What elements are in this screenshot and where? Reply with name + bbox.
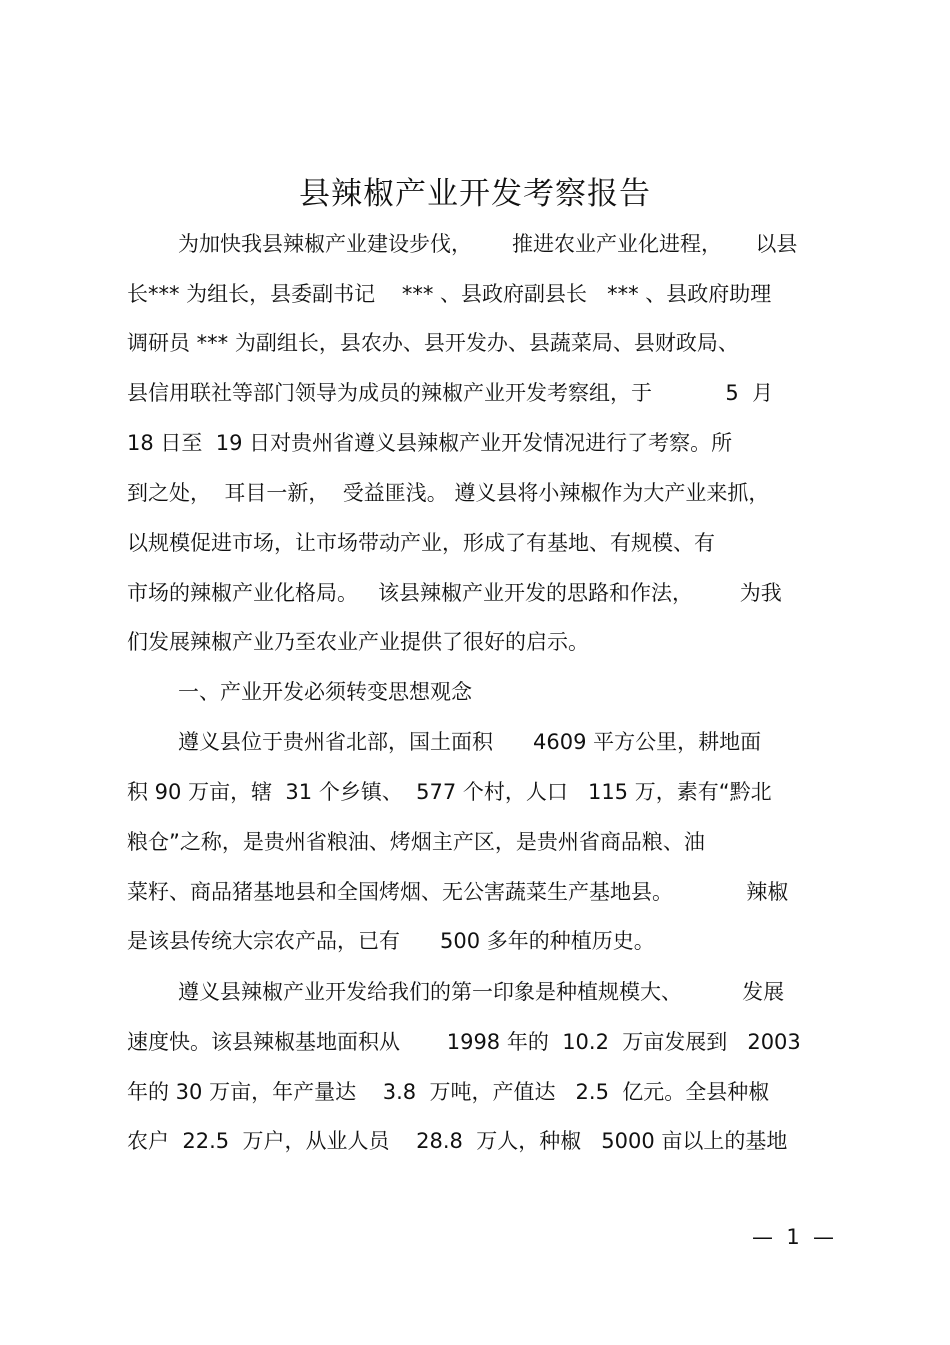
paragraph-line: 18 日至 19 日对贵州省遵义县辣椒产业开发情况进行了考察。所 (127, 431, 733, 455)
section-heading: 一、产业开发必须转变思想观念 (178, 680, 472, 704)
paragraph-line: 粮仓”之称，是贵州省粮油、烤烟主产区，是贵州省商品粮、油 (127, 830, 705, 854)
document-title: 县辣椒产业开发考察报告 (299, 176, 651, 212)
paragraph-line: 遵义县辣椒产业开发给我们的第一印象是种植规模大、 发展 (178, 980, 785, 1004)
paragraph-line: 积 90 万亩，辖 31 个乡镇、 577 个村，人口 115 万，素有“黔北 (127, 780, 772, 804)
paragraph-line: 年的 30 万亩，年产量达 3.8 万吨，产值达 2.5 亿元。全县种椒 (127, 1080, 770, 1104)
paragraph-line: 到之处， 耳目一新， 受益匪浅。 遵义县将小辣椒作为大产业来抓， (127, 481, 770, 505)
paragraph-line: 速度快。该县辣椒基地面积从 1998 年的 10.2 万亩发展到 2003 (127, 1030, 801, 1054)
page-number: — 1 — (752, 1225, 835, 1249)
paragraph-line: 是该县传统大宗农产品，已有 500 多年的种植历史。 (127, 929, 655, 953)
paragraph-line: 以规模促进市场，让市场带动产业，形成了有基地、有规模、有 (127, 531, 715, 555)
paragraph-line: 遵义县位于贵州省北部，国土面积 4609 平方公里，耕地面 (178, 730, 762, 754)
paragraph-line: 县信用联社等部门领导为成员的辣椒产业开发考察组，于 5 月 (127, 381, 774, 405)
paragraph-line: 们发展辣椒产业乃至农业产业提供了很好的启示。 (127, 630, 589, 654)
paragraph-line: 市场的辣椒产业化格局。 该县辣椒产业开发的思路和作法， 为我 (127, 581, 782, 605)
paragraph-line: 调研员 *** 为副组长，县农办、县开发办、县蔬菜局、县财政局、 (127, 331, 739, 355)
paragraph-line: 长*** 为组长，县委副书记 *** 、县政府副县长 *** 、县政府助理 (127, 282, 772, 306)
paragraph-line: 菜籽、商品猪基地县和全国烤烟、无公害蔬菜生产基地县。 辣椒 (127, 880, 789, 904)
paragraph-line: 农户 22.5 万户，从业人员 28.8 万人，种椒 5000 亩以上的基地 (127, 1129, 788, 1153)
paragraph-line: 为加快我县辣椒产业建设步伐， 推进农业产业化进程， 以县 (178, 232, 798, 256)
